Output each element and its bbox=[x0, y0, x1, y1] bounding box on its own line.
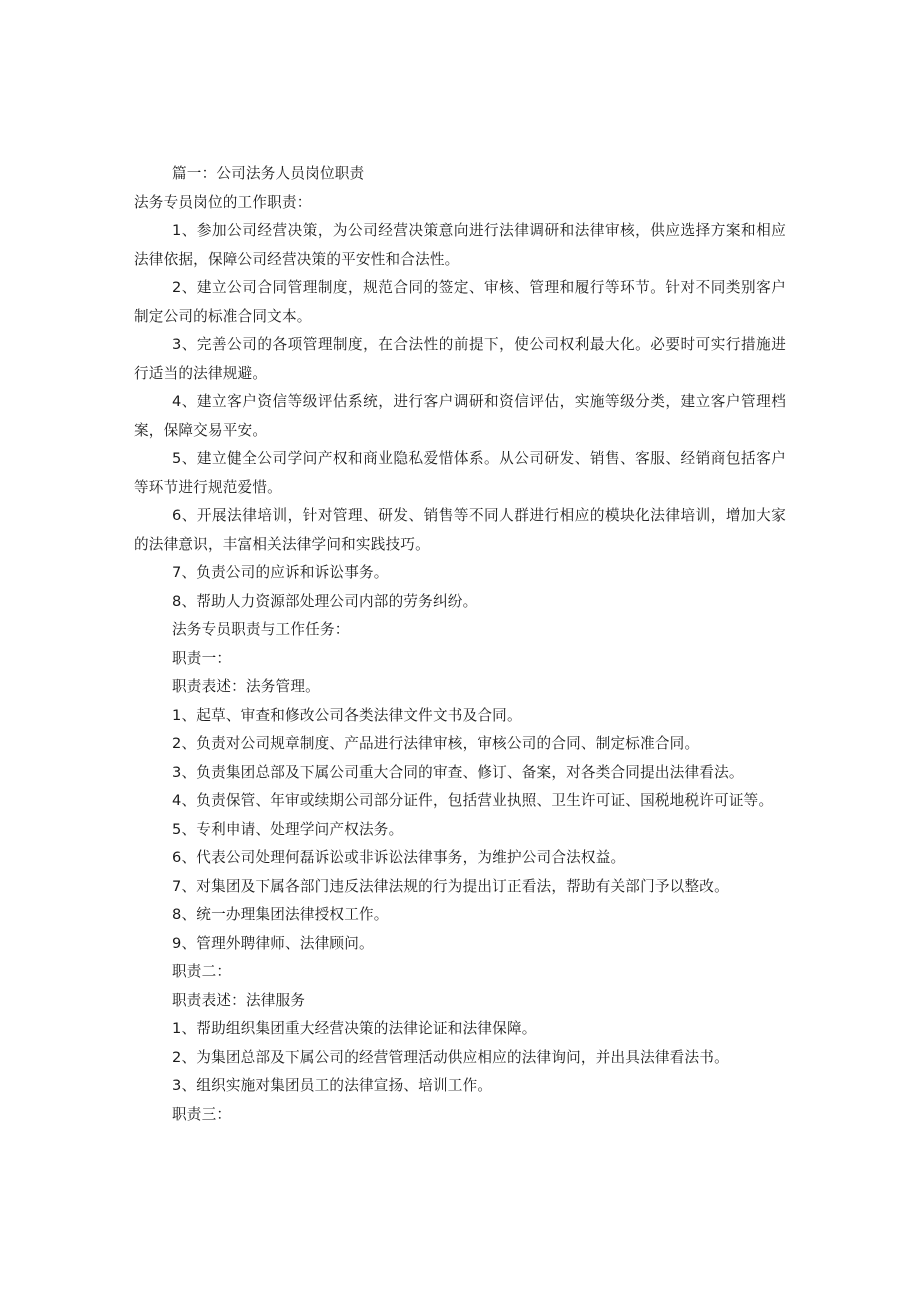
job-item: 2、建立公司合同管理制度，规范合同的签定、审核、管理和履行等环节。针对不同类别客户制定公司的标准合同文本。 bbox=[134, 279, 786, 325]
duty-2-item: 2、为集团总部及下属公司的经营管理活动供应相应的法律询问，并出具法律看法书。 bbox=[172, 1048, 729, 1066]
job-item: 7、负责公司的应诉和诉讼事务。 bbox=[172, 564, 389, 581]
job-duties-heading: 法务专员岗位的工作职责： bbox=[134, 193, 312, 211]
duty-1-label: 职责一： bbox=[172, 649, 232, 667]
duty-1-item: 3、负责集团总部及下属公司重大合同的审查、修订、备案，对各类合同提出法律看法。 bbox=[172, 763, 744, 781]
duty-1-item: 2、负责对公司规章制度、产品进行法律审核，审核公司的合同、制定标准合同。 bbox=[172, 735, 700, 752]
document-body bbox=[134, 160, 786, 1129]
job-item: 6、开展法律培训，针对管理、研发、销售等不同人群进行相应的模块化法律培训，增加大家的法律意识，丰富相关法律学问和实践技巧。 bbox=[134, 507, 786, 553]
duty-1-item: 4、负责保管、年审或续期公司部分证件，包括营业执照、卫生许可证、国税地税许可证等。 bbox=[172, 792, 774, 809]
document-title: 篇一：公司法务人员岗位职责 bbox=[172, 165, 365, 182]
job-item: 3、完善公司的各项管理制度，在合法性的前提下，使公司权利最大化。必要时可实行措施进行适当的法律规避。 bbox=[134, 336, 786, 382]
duty-2-description: 职责表述：法律服务 bbox=[172, 991, 306, 1009]
duty-2-label: 职责二： bbox=[172, 963, 232, 980]
duty-1-item: 6、代表公司处理何磊诉讼或非诉讼法律事务，为维护公司合法权益。 bbox=[172, 849, 626, 866]
duty-1-item: 5、专利申请、处理学问产权法务。 bbox=[172, 820, 404, 838]
duty-tasks-heading: 法务专员职责与工作任务： bbox=[172, 621, 350, 638]
duty-1-description: 职责表述：法务管理。 bbox=[172, 678, 320, 695]
duty-1-item: 8、统一办理集团法律授权工作。 bbox=[172, 906, 389, 923]
duty-1-item: 7、对集团及下属各部门违反法律法规的行为提出订正看法，帮助有关部门予以整改。 bbox=[172, 877, 729, 895]
job-item: 8、帮助人力资源部处理公司内部的劳务纠纷。 bbox=[172, 592, 478, 610]
job-item: 5、建立健全公司学问产权和商业隐私爱惜体系。从公司研发、销售、客服、经销商包括客户等环节进行规范爱惜。 bbox=[134, 450, 786, 496]
job-item: 4、建立客户资信等级评估系统，进行客户调研和资信评估，实施等级分类，建立客户管理档案，保障交易平安。 bbox=[134, 393, 786, 439]
duty-3-label: 职责三： bbox=[172, 1105, 232, 1123]
duty-2-item: 3、组织实施对集团员工的法律宣扬、培训工作。 bbox=[172, 1077, 493, 1094]
duty-2-item: 1、帮助组织集团重大经营决策的法律论证和法律保障。 bbox=[172, 1020, 537, 1037]
job-item: 1、参加公司经营决策，为公司经营决策意向进行法律调研和法律审核，供应选择方案和相应法律依据，保障公司经营决策的平安性和合法性。 bbox=[134, 222, 786, 268]
duty-1-item: 9、管理外聘律师、法律顾问。 bbox=[172, 934, 374, 952]
duty-1-item: 1、起草、审查和修改公司各类法律文件文书及合同。 bbox=[172, 706, 522, 724]
